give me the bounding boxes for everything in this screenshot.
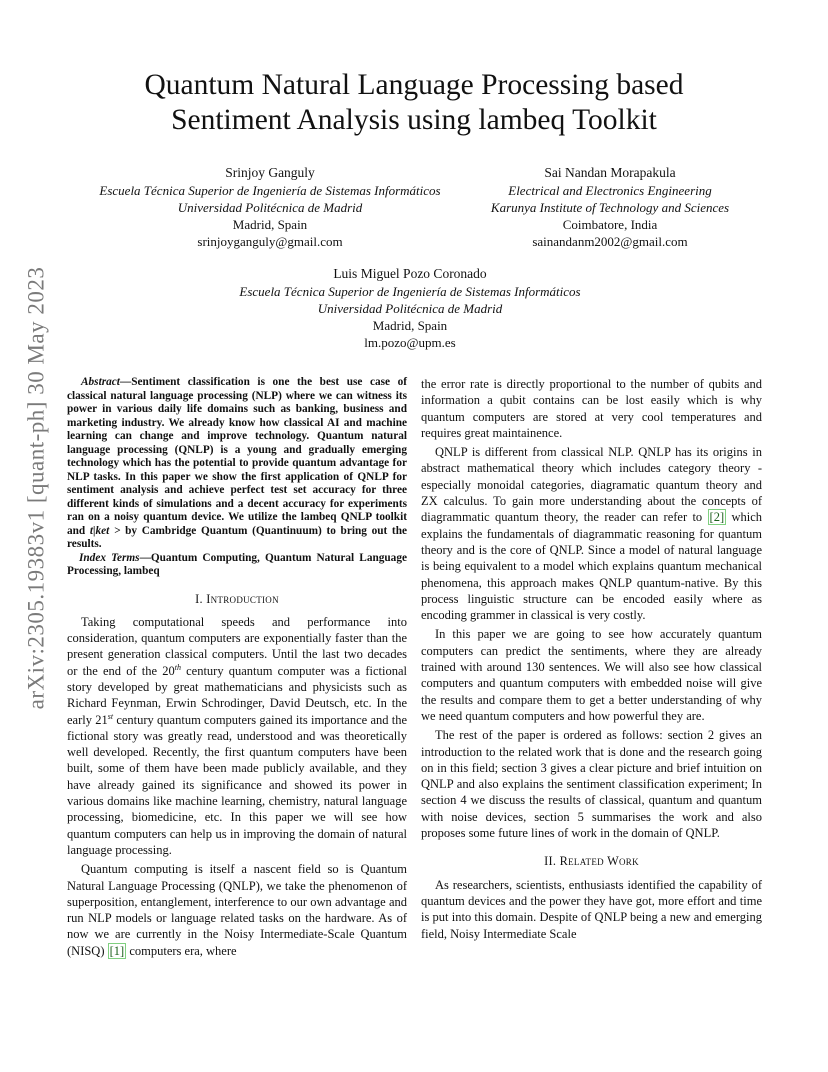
author-affiliation: Universidad Politécnica de Madrid [177, 200, 363, 215]
section-heading-introduction: I. Introduction [195, 591, 279, 606]
arxiv-side-stamp [14, 268, 58, 708]
author-affiliation: Escuela Técnica Superior de Ingeniería de Sistemas Informáticos [239, 284, 581, 299]
citation-link-1[interactable]: [1] [109, 943, 125, 958]
abstract-text-end: by Cambridge Quantum (Quantinuum) to bring out the results. [67, 524, 407, 550]
paper-title [80, 68, 748, 138]
paragraph-text: computers era, where [126, 943, 237, 958]
author-location: Madrid, Spain [372, 318, 448, 333]
author-affiliation: Universidad Politécnica de Madrid [317, 301, 503, 316]
superscript: st [107, 711, 114, 721]
title-line-1: Quantum Natural Language Processing based [144, 69, 684, 101]
author-block-1 [60, 164, 480, 250]
author-affiliation: Karunya Institute of Technology and Sciences [490, 200, 730, 215]
intro-paragraph-4 [421, 444, 762, 623]
author-name: Srinjoy Ganguly [225, 165, 315, 180]
author-name: Sai Nandan Morapakula [544, 165, 676, 180]
index-terms-label: Index Terms [79, 551, 140, 564]
paragraph-text: which explains the fundamentals of diagrammatic reasoning for quantum theory and is the core of QNLP. Since a model of natural language is being equivalent to a model which explains quantum mechanical phenomena, this approach makes QNLP quantum-native. By this process linguistic structure can be encoded easily where as encoding grammer in classical is very costly. [421, 510, 762, 623]
paragraph-text: century quantum computer was a fictional story developed by great mathematicians and physicists such as Richard Feynman, Erwin Schrodinger, David Deutsch, etc. In the early 21 [67, 663, 407, 727]
index-terms [67, 552, 407, 579]
intro-paragraph-1 [67, 614, 407, 858]
intro-paragraph-3: the error rate is directly proportional to the number of qubits and information a qubit contains can be lost easily which is why quantum computers are stored at very cool temperatures and requires great maintainence. [421, 377, 762, 440]
index-terms-text: —Quantum Computing, Quantum Natural Language Processing, lambeq [67, 551, 407, 577]
paragraph-text: century quantum computers gained its importance and the fictional story was greatly read, understood and was theoretically well developed. Recently, the first quantum computers have been built, some of them have been made publicly available, and they have already gained its significance and showed its power in various domains like machine learning, chemistry, natural language processing, biomedicine, etc. In this paper we will see how quantum computers can help us in improving the domain of natural language processing. [67, 712, 408, 857]
tket-math: t|ket > [89, 524, 121, 537]
left-column [67, 376, 407, 959]
author-block-2 [460, 164, 760, 250]
citation-link-2[interactable]: [2] [709, 510, 725, 525]
intro-paragraph-5: In this paper we are going to see how accurately quantum computers can predict the sentiments, where they are already trained with around 130 sentences. We will also see how classical computers and quantum computers with embedded noise will give the results and compare them to get a better understanding of why we need quantum computers and how powerful they are. [421, 627, 762, 723]
related-work-paragraph-1: As researchers, scientists, enthusiasts identified the capability of quantum devices and the power they have got, more effort and time is put into this domain. Despite of QNLP being a new and emerging field, Noisy Intermediate Scale [421, 877, 762, 941]
section-heading-related-work: II. Related Work [544, 854, 639, 869]
author-affiliation: Escuela Técnica Superior de Ingeniería de Sistemas Informáticos [99, 183, 441, 198]
title-line-2: Sentiment Analysis using lambeq Toolkit [171, 104, 657, 136]
right-column [421, 376, 762, 942]
arxiv-identifier: arXiv:2305.19383v1 [quant-ph] 30 May 2023 [23, 266, 48, 710]
author-name: Luis Miguel Pozo Coronado [333, 266, 487, 281]
abstract [67, 376, 407, 552]
author-location: Madrid, Spain [232, 217, 308, 232]
author-email: srinjoyganguly@gmail.com [197, 234, 343, 249]
abstract-text: —Sentiment classification is one the best use case of classical natural language processing (NLP) where we can witness its power in various daily life domains such as banking, business and marketing industry. We already know how classical AI and machine learning can change and improve technology. Quantum natural language processing (QNLP) is a young and gradually emerging technology which has the potential to provide quantum advantage for NLP tasks. In this paper we show the first application of QNLP for sentiment analysis and achieve perfect test set accuracy for three different kinds of simulations and a decent accuracy for experiments ran on a noisy quantum device. We utilize the lambeq QNLP toolkit and [67, 376, 407, 537]
author-email: lm.pozo@upm.es [364, 335, 456, 350]
author-affiliation: Electrical and Electronics Engineering [508, 183, 712, 198]
author-email: sainandanm2002@gmail.com [532, 234, 688, 249]
intro-paragraph-2 [67, 861, 407, 959]
author-location: Coimbatore, India [562, 217, 658, 232]
paragraph-text: Taking computational speeds and performance into consideration, quantum computers are exponentially faster than the present generation classical computers. Until the last two decades or the end of the 20 [67, 614, 407, 678]
superscript: th [174, 662, 181, 672]
paragraph-text: Quantum computing is itself a nascent field so is Quantum Natural Language Processing (QNLP), we take the phenomenon of superposition, entanglement, interference to our own advantage and run NLP models or language related tasks on the hardware. As of now we are currently in the Noisy Intermediate-Scale Quantum (NISQ) [67, 862, 407, 958]
intro-paragraph-6: The rest of the paper is ordered as follows: section 2 gives an introduction to the related work that is done and the research going on in this field; section 3 gives a clear picture and brief intuition on QNLP and also explains the sentiment classification experiment; In section 4 we discuss the results of classical, quantum and quantum with noise devices, section 5 summarises the work and also proposes some future lines of work in the domain of QNLP. [421, 728, 762, 841]
paragraph-text: QNLP is different from classical NLP. QNLP has its origins in abstract mathematical theory which includes category theory - especially monoidal categories, diagramatic quantum theory and ZX calculus. To gain more understanding about the concepts of diagrammatic quantum theory, the reader can refer to [421, 445, 762, 525]
author-block-3 [200, 265, 620, 351]
abstract-label: Abstract [81, 376, 120, 388]
